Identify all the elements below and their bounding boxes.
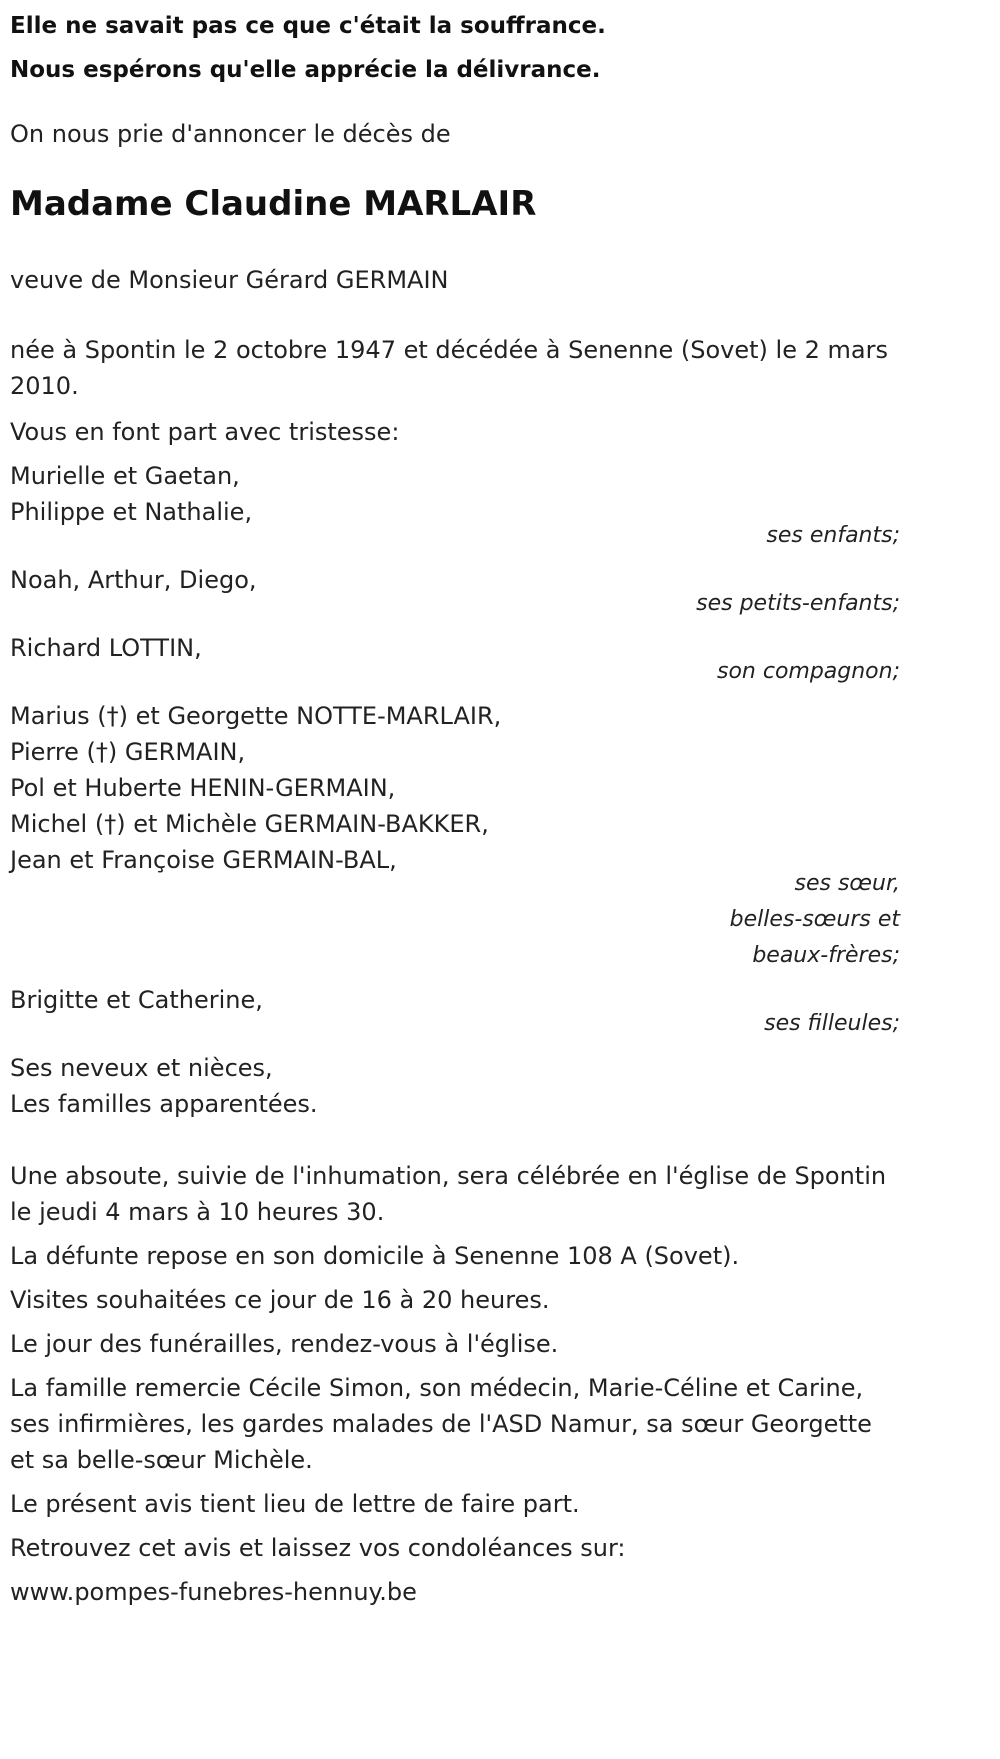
deceased-name: Madame Claudine MARLAIR [10,184,537,224]
family-role-line: ses filleules; [764,1011,900,1036]
family-name-line: Michel (†) et Michèle GERMAIN-BAKKER, [10,810,489,838]
family-name-line: Pol et Huberte HENIN-GERMAIN, [10,774,396,802]
family-name-line: Richard LOTTIN, [10,634,202,662]
extended-family-line: Les familles apparentées. [10,1090,318,1118]
announcement-intro: On nous prie d'annoncer le décès de [10,120,451,148]
extended-family [10,1050,900,1122]
family-role [10,866,900,974]
condolences-intro: Retrouvez cet avis et laissez vos condoléances sur: [10,1534,626,1562]
ceremony-info: Une absoute, suivie de l'inhumation, sera célébrée en l'église de Spontin le jeudi 4 mars à 10 heures 30. [10,1162,887,1226]
epigraph-line-1: Elle ne savait pas ce que c'était la souffrance. [10,13,606,39]
family-role-line: ses sœur, [794,871,900,896]
birth-death-dates: née à Spontin le 2 octobre 1947 et décédée à Senenne (Sovet) le 2 mars 2010. [10,336,888,400]
family-group-siblings-in-law [10,698,900,974]
family-role-line: belles-sœurs et [729,907,900,932]
family-name-line: Murielle et Gaetan, [10,462,240,490]
family-role-line: son compagnon; [716,659,900,684]
family-group-goddaughters [10,982,900,1042]
family-name-line: Philippe et Nathalie, [10,498,253,526]
funeral-meeting: Le jour des funérailles, rendez-vous à l'église. [10,1330,559,1358]
epigraph-line-2: Nous espérons qu'elle apprécie la délivrance. [10,57,601,83]
family-role-line: beaux-frères; [752,943,900,968]
epigraph [10,4,900,92]
thanks-paragraph: La famille remercie Cécile Simon, son médecin, Marie-Céline et Carine, ses infirmières, les gardes malades de l'ASD Namur, sa sœur Georgette et sa belle-sœur Michèle. [10,1374,872,1474]
share-intro: Vous en font part avec tristesse: [10,418,400,446]
family-role-line: ses enfants; [766,523,900,548]
repose-location: La défunte repose en son domicile à Senenne 108 A (Sovet). [10,1242,740,1270]
family-group-grandchildren [10,562,900,622]
family-group-companion [10,630,900,690]
visiting-hours: Visites souhaitées ce jour de 16 à 20 heures. [10,1286,550,1314]
family-name-line: Jean et Françoise GERMAIN-BAL, [10,846,397,874]
family-name-line: Noah, Arthur, Diego, [10,566,257,594]
family-group-children [10,458,900,554]
notice-statement: Le présent avis tient lieu de lettre de faire part. [10,1490,580,1518]
website-link[interactable]: www.pompes-funebres-hennuy.be [10,1578,417,1606]
website-line [10,1574,900,1610]
family-name-line: Brigitte et Catherine, [10,986,263,1014]
widow-of: veuve de Monsieur Gérard GERMAIN [10,266,449,294]
extended-family-line: Ses neveux et nièces, [10,1054,273,1082]
family-name-line: Marius (†) et Georgette NOTTE-MARLAIR, [10,702,502,730]
family-name-line: Pierre (†) GERMAIN, [10,738,246,766]
family-role-line: ses petits-enfants; [696,591,900,616]
